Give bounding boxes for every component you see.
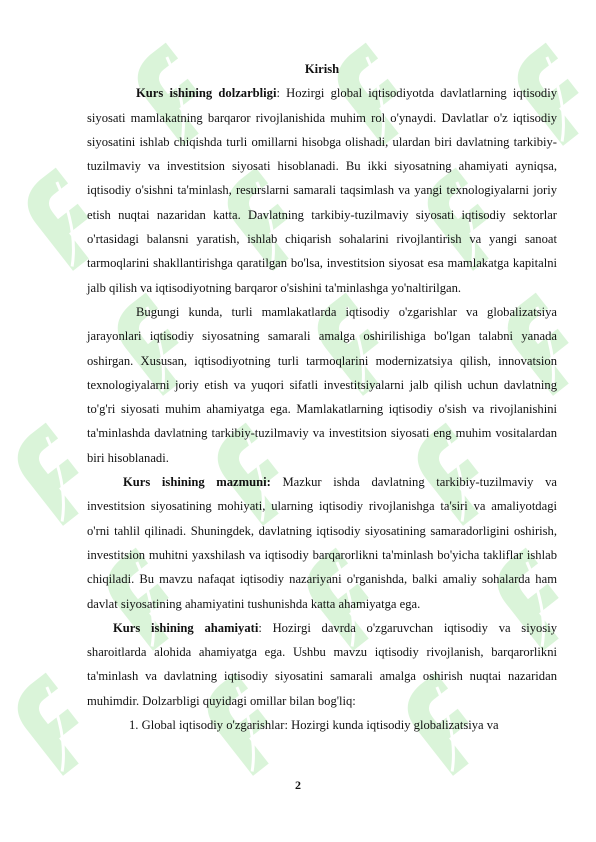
list-item-global-changes <box>87 713 557 737</box>
paragraph-text: Mazkur ishda davlatning tarkibiy-tuzilmaviy va investitsion siyosatining mohiyati, ularning iqtisodiy rivojlanishga ta'siri va amaliyotdagi o'rni tahlil qilinadi. Shuningdek, davlatning iqtisodiy siyosatining samaradorligini oshirish, investitsion muhitni yaxshilash va iqtisodiy barqarorlikni ta'minlash bo'yicha takliflar ishlab chiqiladi. Bu mavzu nafaqat iqtisodiy nazariyani o'rganishda, balki amaliy sohalarda ham davlat siyosatining ahamiyatini tushunishda katta ahamiyatga ega. <box>87 475 557 611</box>
paragraph-lead: Kurs ishining dolzarbligi <box>136 86 277 101</box>
paragraph-lead: Kurs ishining ahamiyati <box>113 620 259 635</box>
paragraph-lead: Kurs ishining mazmuni: <box>123 475 271 490</box>
paragraph-globalization <box>87 300 557 470</box>
document-page <box>87 57 557 737</box>
section-title: Kirish <box>304 62 340 76</box>
paragraph-importance <box>87 616 557 713</box>
paragraph-content <box>87 470 557 616</box>
page-number: 2 <box>295 778 301 792</box>
paragraph-relevance <box>87 81 557 300</box>
paragraph-text: : Hozirgi davrda o'zgaruvchan iqtisodiy va siyosiy sharoitlarda alohida ahamiyatga ega. Ushbu mavzu iqtisodiy rivojlanish, barqarorlikni ta'minlash va davlatning iqtisodiy siyosatini samarali amalga oshirish nuqtai nazaridan muhimdir. Dolzarbligi quyidagi omillar bilan bog'liq: <box>87 620 557 708</box>
paragraph-text: Bugungi kunda, turli mamlakatlarda iqtisodiy o'zgarishlar va globalizatsiya jarayonlari iqtisodiy siyosatning samarali amalga oshirilishiga bo'lgan talabni yanada oshirgan. Xususan, iqtisodiyotning turli tarmoqlarini modernizatsiya qilish, innovatsion texnologiyalarni joriy etish va yuqori sifatli investitsiyalarni jalb qilish uchun davlatning to'g'ri siyosati muhim ahamiyatga ega. Mamlakatlarning iqtisodiy o'sish va rivojlanishini ta'minlashda davlatning tarkibiy-tuzilmaviy va investitsion siyosati eng muhim vositalardan biri hisoblanadi. <box>87 304 557 465</box>
paragraph-text: 1. Global iqtisodiy o'zgarishlar: Hozirgi kunda iqtisodiy globalizatsiya va <box>129 718 499 733</box>
paragraph-text: : Hozirgi global iqtisodiyotda davlatlarning iqtisodiy siyosati mamlakatning barqaror rivojlanishida muhim rol o'ynaydi. Davlatlar o'z iqtisodiy siyosatini ishlab chiqishda turli omillarni hisobga olishadi, ulardan biri davlatning tarkibiy-tuzilmaviy va investitsion siyosati hisoblanadi. Bu ikki siyosatning ahamiyati ayniqsa, iqtisodiy o'sishni ta'minlash, resurslarni samarali taqsimlash va yangi texnologiyalarni joriy etish nuqtai nazaridan katta. Davlatning tarkibiy-tuzilmaviy siyosati iqtisodiy sektorlar o'rtasidagi balansni yaratish, ishlab chiqarish sohalarini rivojlantirish va yangi sanoat tarmoqlarini shakllantirishga qaratilgan bo'lsa, investitsion siyosat esa mamlakatga kapitalni jalb qilish va iqtisodiyotning barqaror o'sishini ta'minlashga yo'naltirilgan. <box>87 86 557 295</box>
